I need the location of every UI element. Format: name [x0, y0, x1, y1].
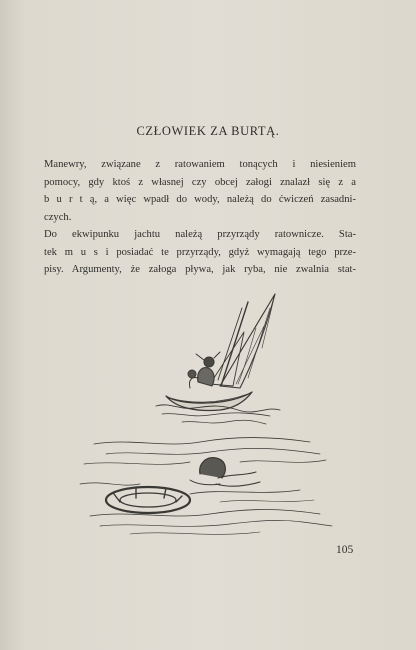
crew-figure — [198, 368, 214, 386]
life-ring-inner — [120, 493, 176, 507]
mainsail-shape — [220, 294, 275, 388]
text-line: pomocy, gdy ktoś z własnej czy obcej załogi znalazł się z a — [44, 176, 356, 188]
hull-shape — [166, 392, 252, 410]
text-line: czych. — [44, 211, 72, 223]
chapter-heading: CZŁOWIEK ZA BURTĄ. — [136, 124, 280, 138]
sailboat-rescue-illustration — [70, 288, 340, 543]
text-line: pisy. Argumenty, że załoga pływa, jak ryba, nie zwalnia stat- — [44, 264, 356, 275]
text-line: b u r t ą, a więc wpadł do wody, należą do ćwiczeń zasadni- — [44, 194, 356, 205]
text-line: Manewry, związane z ratowaniem tonących i niesieniem — [44, 159, 356, 170]
swimmer-head — [200, 458, 226, 478]
text-line: tek m u s i posiadać te przyrządy, gdyż wymagają tego prze- — [44, 246, 356, 258]
mast-line — [221, 302, 248, 386]
text-line: Do ekwipunku jachtu należą przyrządy ratownicze. Sta- — [44, 229, 356, 240]
page-number: 105 — [336, 544, 354, 556]
body-text — [44, 156, 356, 279]
